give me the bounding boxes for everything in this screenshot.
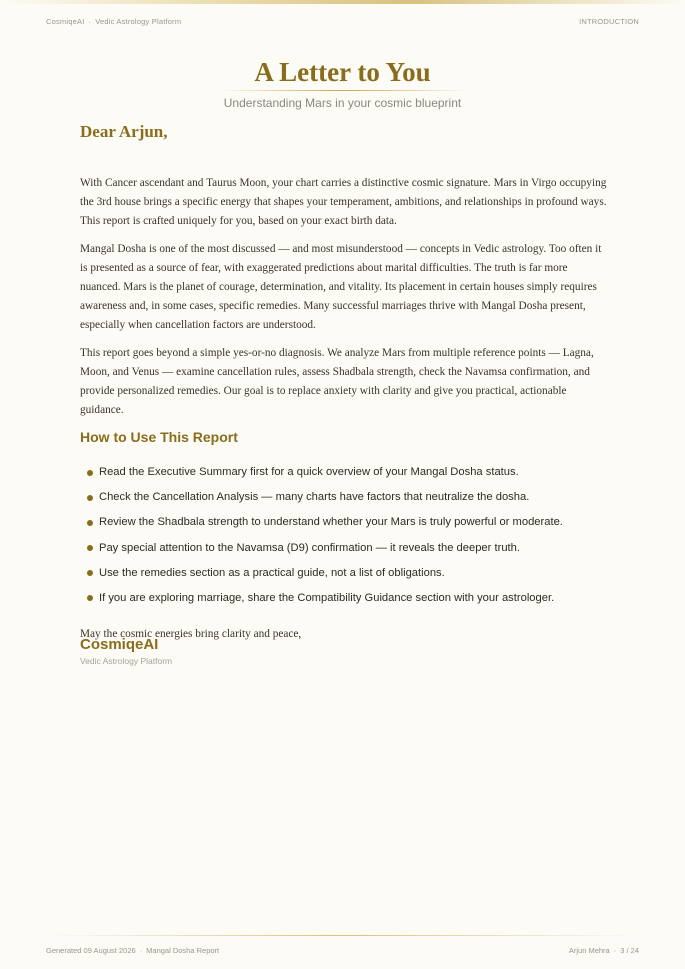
page-header: [46, 17, 639, 26]
title-block: [0, 57, 685, 110]
bullet-icon: [87, 520, 93, 526]
footer-report-name: Mangal Dosha Report: [146, 946, 220, 955]
header-separator: ·: [88, 17, 92, 26]
closing-line: May the cosmic energies bring clarity and peace,: [80, 627, 302, 640]
signature-name: CosmiqeAI: [80, 635, 159, 653]
paragraph: This report goes beyond a simple yes-or-no diagnosis. We analyze Mars from multiple reference points — Lagna, Moon, and Venus — examine cancellation rules, assess Shadbala strength, check the Navamsa confirmation, and provide personalized remedies. Our goal is to replace anxiety with clarity and give you practical, actionable guidance.: [80, 347, 594, 416]
list-item: [87, 591, 608, 606]
header-tagline: Vedic Astrology Platform: [95, 17, 182, 26]
greeting: Dear Arjun,: [80, 122, 168, 141]
list-item-text: Review the Shadbala strength to understand whether your Mars is truly powerful or moderate.: [99, 516, 563, 529]
header-section-label: INTRODUCTION: [579, 17, 639, 26]
list-item: [87, 490, 608, 505]
footer-right: [569, 946, 639, 955]
paragraph: Mangal Dosha is one of the most discussed — and most misunderstood — concepts in Vedic astrology. Too often it is presented as a source of fear, with exaggerated predictions about marital difficulties. The truth is far more nuanced. Mars is the planet of courage, determination, and vitality. Its placement in certain houses simply requires awareness and, in some cases, specific remedies. Many successful marriages thrive with Mangal Dosha present, especially when cancellation factors are understood.: [80, 243, 602, 331]
header-brand: CosmiqeAI: [46, 17, 85, 26]
footer-person: Arjun Mehra: [568, 946, 610, 955]
page-number: 3 / 24: [620, 946, 639, 955]
signature-subtitle: Vedic Astrology Platform: [80, 655, 173, 666]
section-heading-how-to-use: How to Use This Report: [80, 429, 238, 445]
footer-divider: [46, 935, 639, 936]
letter-body: [80, 122, 608, 666]
list-item-text: If you are exploring marriage, share the Compatibility Guidance section with your astrologer.: [99, 591, 555, 604]
bullet-icon: [87, 470, 93, 476]
title-divider: [218, 90, 468, 91]
page-subtitle: Understanding Mars in your cosmic blueprint: [223, 96, 462, 110]
footer-separator: ·: [613, 946, 617, 955]
tips-list: [80, 465, 608, 606]
list-item: [87, 515, 608, 530]
bullet-icon: [87, 545, 93, 551]
top-accent-bar: [0, 0, 685, 4]
list-item-text: Pay special attention to the Navamsa (D9) confirmation — it reveals the deeper truth.: [99, 541, 520, 554]
list-item: [87, 465, 608, 480]
list-item-text: Use the remedies section as a practical guide, not a list of obligations.: [99, 566, 445, 579]
header-left: [46, 17, 181, 26]
footer-separator: ·: [139, 946, 143, 955]
bullet-icon: [87, 495, 93, 501]
page-title: A Letter to You: [254, 57, 431, 87]
list-item-text: Read the Executive Summary first for a quick overview of your Mangal Dosha status.: [99, 466, 519, 478]
list-item: [87, 541, 608, 556]
page-footer: [46, 946, 639, 955]
footer-left: [46, 946, 219, 955]
bullet-icon: [87, 595, 93, 601]
footer-generated: Generated 09 August 2026: [46, 946, 136, 955]
bullet-icon: [87, 570, 93, 576]
paragraph: With Cancer ascendant and Taurus Moon, your chart carries a distinctive cosmic signature. Mars in Virgo occupying the 3rd house brings a specific energy that shapes your temperament, ambitions, and relationships in profound ways. This report is crafted uniquely for you, based on your exact birth data.: [80, 177, 607, 227]
list-item-text: Check the Cancellation Analysis — many charts have factors that neutralize the dosha.: [99, 491, 530, 504]
list-item: [87, 566, 608, 581]
